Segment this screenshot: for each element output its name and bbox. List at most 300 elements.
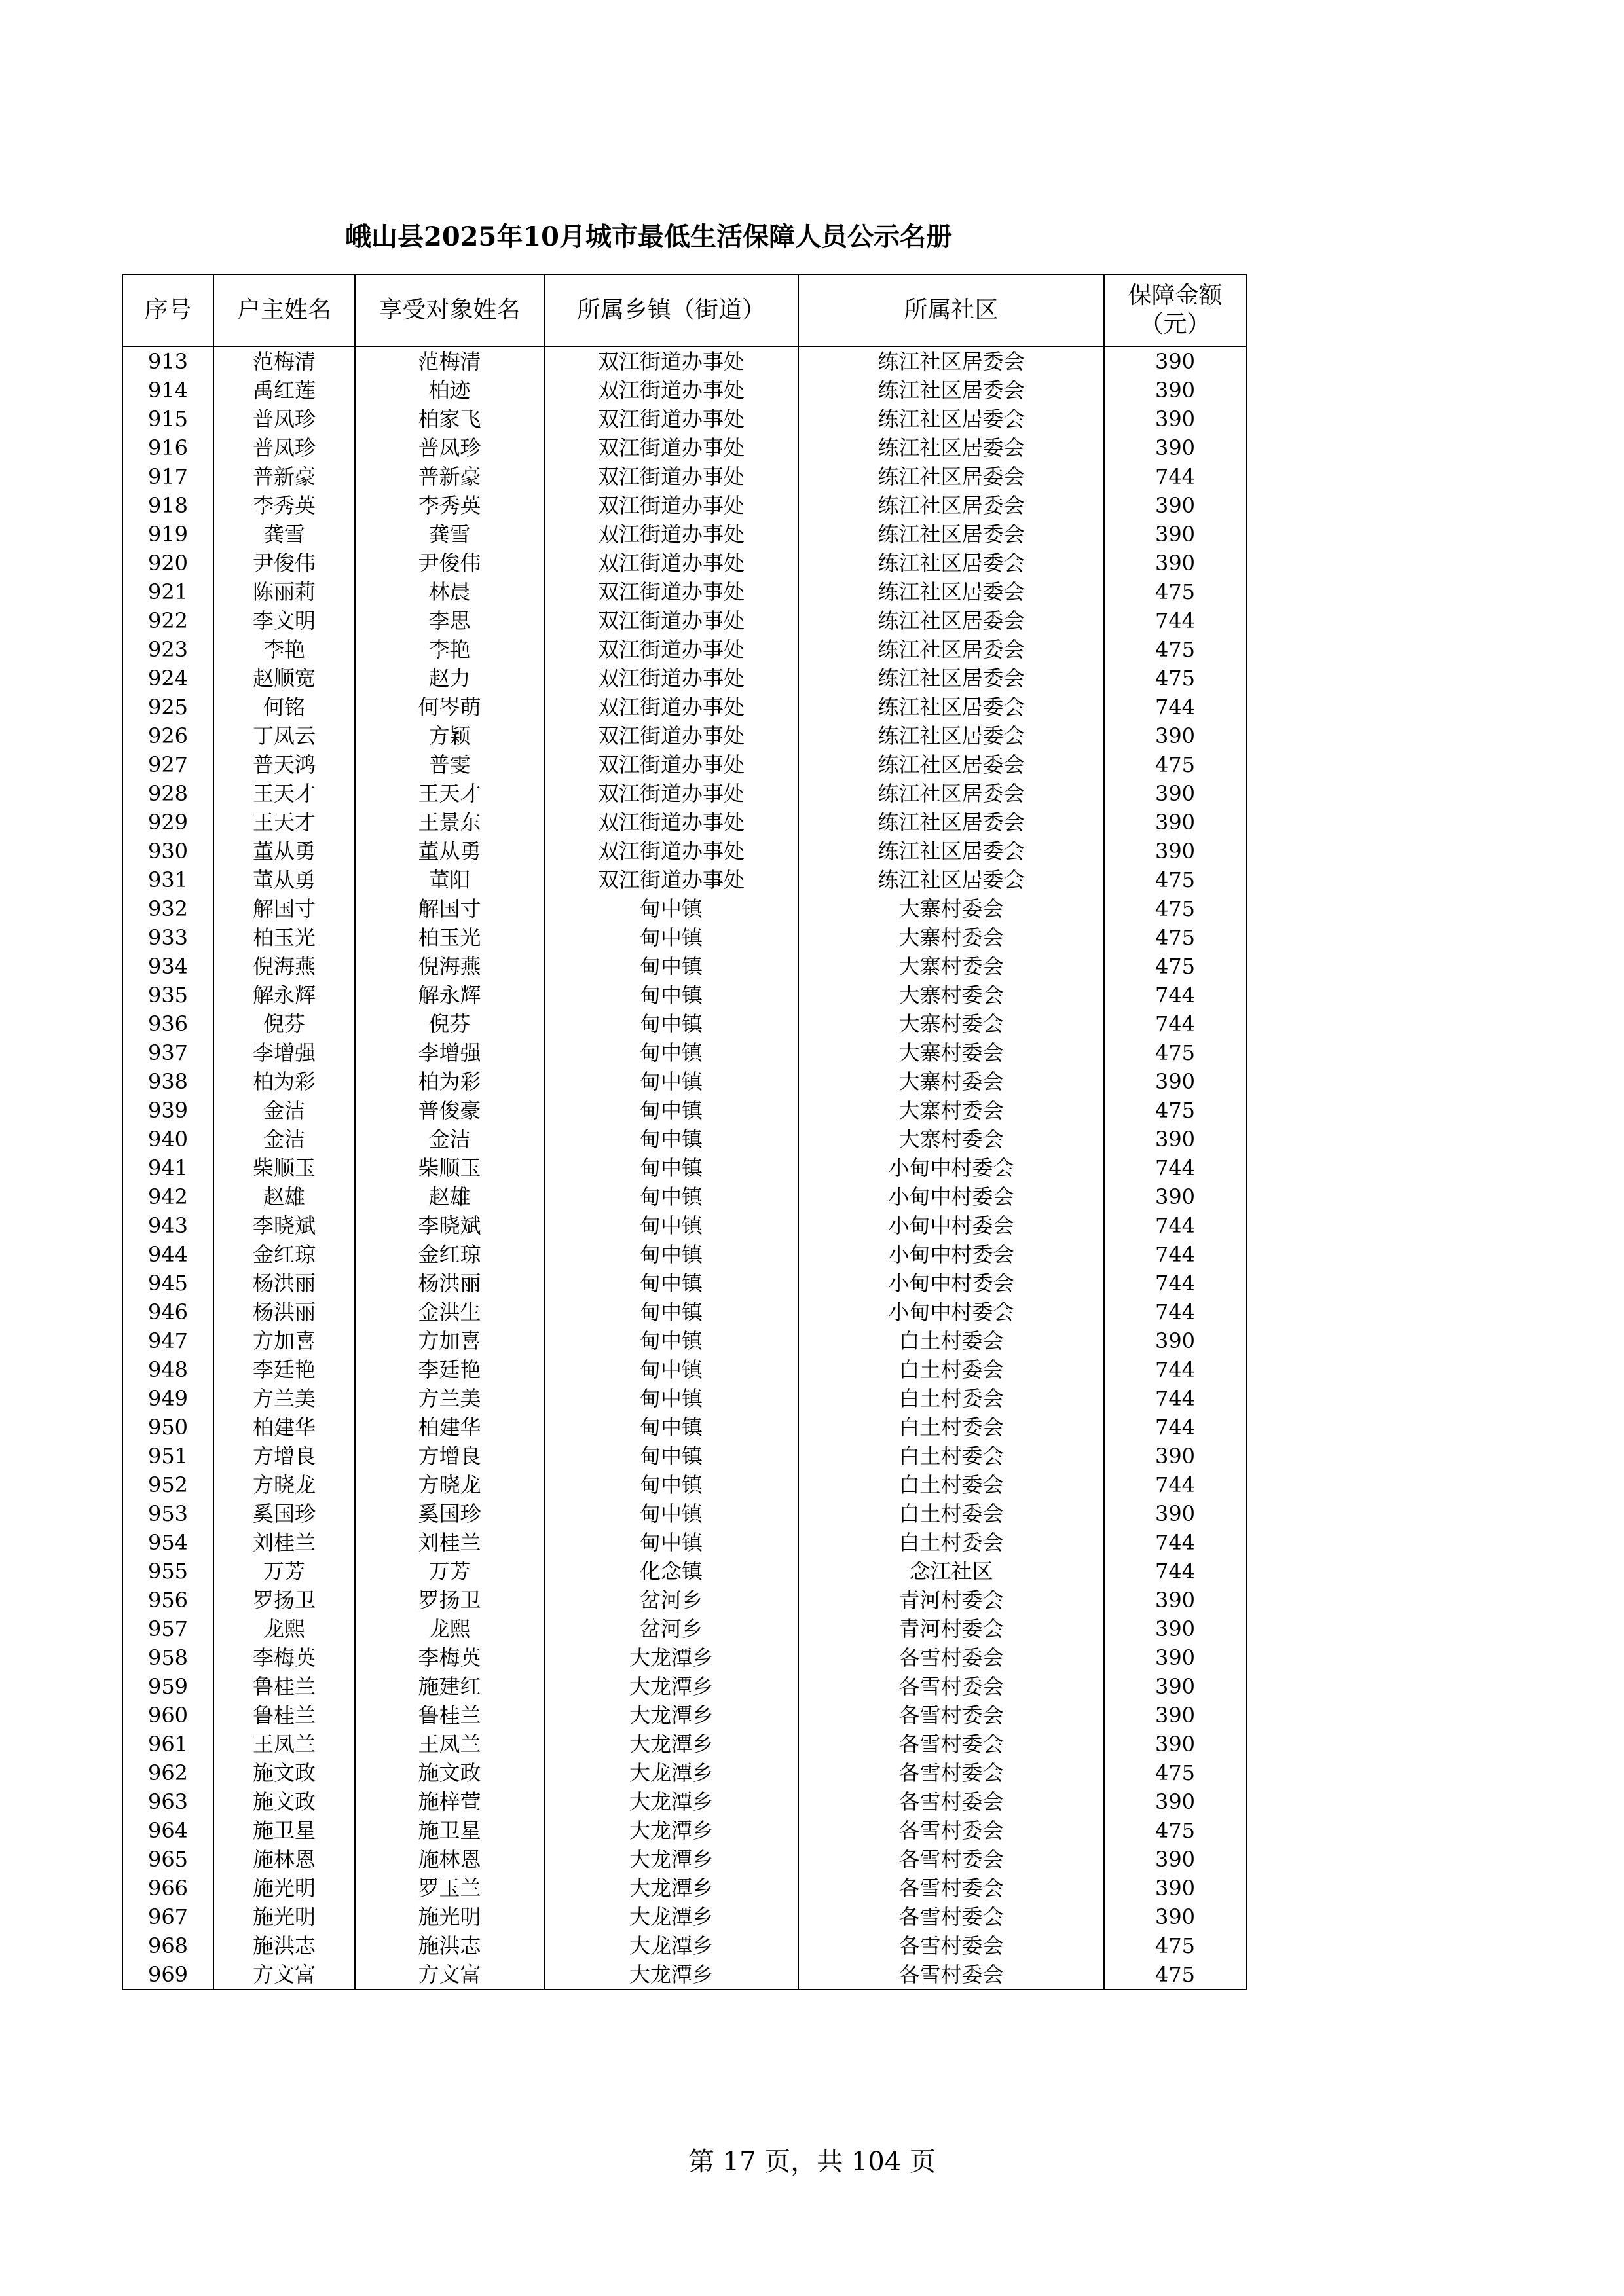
cell-amount: 475 [1104, 1931, 1246, 1960]
cell-beneficiary: 罗玉兰 [355, 1874, 544, 1903]
cell-seq: 959 [122, 1672, 213, 1701]
cell-township: 甸中镇 [544, 1298, 798, 1326]
table-body [122, 346, 1246, 1990]
cell-seq: 927 [122, 750, 213, 779]
cell-amount: 390 [1104, 520, 1246, 549]
cell-community: 各雪村委会 [798, 1701, 1104, 1730]
cell-household-head: 龙熙 [213, 1614, 355, 1643]
cell-township: 大龙潭乡 [544, 1874, 798, 1903]
cell-community: 白土村委会 [798, 1413, 1104, 1442]
table-row [122, 837, 1246, 866]
cell-amount: 475 [1104, 750, 1246, 779]
cell-household-head: 普凤珍 [213, 405, 355, 433]
cell-community: 大寨村委会 [798, 981, 1104, 1010]
cell-beneficiary: 普凤珍 [355, 433, 544, 462]
cell-beneficiary: 柏迹 [355, 376, 544, 405]
table-row [122, 1614, 1246, 1643]
cell-seq: 913 [122, 346, 213, 376]
cell-township: 双江街道办事处 [544, 376, 798, 405]
cell-household-head: 鲁桂兰 [213, 1701, 355, 1730]
cell-household-head: 柏玉光 [213, 923, 355, 952]
table-row [122, 1931, 1246, 1960]
cell-community: 白土村委会 [798, 1470, 1104, 1499]
table-row [122, 1240, 1246, 1269]
cell-community: 练江社区居委会 [798, 376, 1104, 405]
table-row [122, 1355, 1246, 1384]
table-row [122, 1326, 1246, 1355]
table-row [122, 1442, 1246, 1470]
cell-household-head: 施文政 [213, 1787, 355, 1816]
cell-household-head: 施光明 [213, 1874, 355, 1903]
cell-household-head: 王凤兰 [213, 1730, 355, 1758]
cell-community: 练江社区居委会 [798, 606, 1104, 635]
cell-beneficiary: 赵雄 [355, 1182, 544, 1211]
cell-township: 甸中镇 [544, 1326, 798, 1355]
cell-community: 练江社区居委会 [798, 779, 1104, 808]
table-row [122, 1211, 1246, 1240]
cell-township: 岔河乡 [544, 1614, 798, 1643]
header-amount: 保障金额 （元） [1104, 274, 1246, 346]
roster-table [122, 274, 1247, 1990]
cell-seq: 943 [122, 1211, 213, 1240]
cell-household-head: 范梅清 [213, 346, 355, 376]
cell-community: 白土村委会 [798, 1326, 1104, 1355]
cell-township: 甸中镇 [544, 1355, 798, 1384]
cell-community: 练江社区居委会 [798, 491, 1104, 520]
cell-amount: 744 [1104, 1528, 1246, 1557]
cell-beneficiary: 普俊豪 [355, 1096, 544, 1125]
cell-township: 甸中镇 [544, 1499, 798, 1528]
cell-amount: 390 [1104, 1874, 1246, 1903]
cell-township: 甸中镇 [544, 1182, 798, 1211]
header-township: 所属乡镇（街道） [544, 274, 798, 346]
cell-beneficiary: 施卫星 [355, 1816, 544, 1845]
header-beneficiary: 享受对象姓名 [355, 274, 544, 346]
cell-seq: 944 [122, 1240, 213, 1269]
cell-seq: 954 [122, 1528, 213, 1557]
cell-community: 小甸中村委会 [798, 1240, 1104, 1269]
cell-community: 各雪村委会 [798, 1903, 1104, 1931]
cell-household-head: 方增良 [213, 1442, 355, 1470]
cell-community: 练江社区居委会 [798, 808, 1104, 837]
cell-seq: 956 [122, 1586, 213, 1614]
cell-amount: 390 [1104, 1326, 1246, 1355]
cell-amount: 390 [1104, 837, 1246, 866]
table-header [122, 274, 1246, 346]
cell-township: 双江街道办事处 [544, 577, 798, 606]
table-row [122, 1586, 1246, 1614]
cell-community: 各雪村委会 [798, 1730, 1104, 1758]
cell-amount: 475 [1104, 1038, 1246, 1067]
cell-community: 白土村委会 [798, 1355, 1104, 1384]
cell-township: 双江街道办事处 [544, 664, 798, 693]
cell-community: 青河村委会 [798, 1614, 1104, 1643]
cell-community: 练江社区居委会 [798, 866, 1104, 894]
cell-amount: 744 [1104, 1010, 1246, 1038]
cell-beneficiary: 方颖 [355, 721, 544, 750]
cell-beneficiary: 何岑萌 [355, 693, 544, 721]
cell-beneficiary: 金洁 [355, 1125, 544, 1154]
cell-amount: 744 [1104, 1154, 1246, 1182]
cell-community: 青河村委会 [798, 1586, 1104, 1614]
cell-amount: 744 [1104, 1211, 1246, 1240]
header-household-head: 户主姓名 [213, 274, 355, 346]
cell-beneficiary: 施建红 [355, 1672, 544, 1701]
cell-township: 双江街道办事处 [544, 808, 798, 837]
cell-township: 甸中镇 [544, 1067, 798, 1096]
table-row [122, 1499, 1246, 1528]
table-row [122, 894, 1246, 923]
cell-beneficiary: 金洪生 [355, 1298, 544, 1326]
cell-community: 各雪村委会 [798, 1960, 1104, 1990]
cell-community: 白土村委会 [798, 1499, 1104, 1528]
cell-community: 练江社区居委会 [798, 405, 1104, 433]
cell-household-head: 董从勇 [213, 837, 355, 866]
cell-beneficiary: 李艳 [355, 635, 544, 664]
table-row [122, 664, 1246, 693]
cell-seq: 961 [122, 1730, 213, 1758]
cell-township: 甸中镇 [544, 1125, 798, 1154]
cell-amount: 390 [1104, 405, 1246, 433]
cell-township: 大龙潭乡 [544, 1643, 798, 1672]
cell-seq: 953 [122, 1499, 213, 1528]
cell-township: 甸中镇 [544, 894, 798, 923]
cell-household-head: 赵顺宽 [213, 664, 355, 693]
cell-amount: 390 [1104, 1182, 1246, 1211]
cell-household-head: 万芳 [213, 1557, 355, 1586]
cell-community: 各雪村委会 [798, 1672, 1104, 1701]
cell-township: 双江街道办事处 [544, 837, 798, 866]
cell-household-head: 尹俊伟 [213, 549, 355, 577]
cell-township: 化念镇 [544, 1557, 798, 1586]
cell-household-head: 普天鸿 [213, 750, 355, 779]
cell-beneficiary: 方加喜 [355, 1326, 544, 1355]
cell-amount: 390 [1104, 1730, 1246, 1758]
cell-amount: 390 [1104, 1903, 1246, 1931]
cell-amount: 475 [1104, 635, 1246, 664]
cell-seq: 926 [122, 721, 213, 750]
cell-amount: 475 [1104, 664, 1246, 693]
table-row [122, 779, 1246, 808]
cell-amount: 390 [1104, 376, 1246, 405]
cell-community: 各雪村委会 [798, 1787, 1104, 1816]
cell-beneficiary: 龚雪 [355, 520, 544, 549]
cell-beneficiary: 方晓龙 [355, 1470, 544, 1499]
cell-amount: 475 [1104, 577, 1246, 606]
cell-beneficiary: 方兰美 [355, 1384, 544, 1413]
cell-township: 甸中镇 [544, 1470, 798, 1499]
cell-township: 甸中镇 [544, 1010, 798, 1038]
table-row [122, 462, 1246, 491]
cell-household-head: 李艳 [213, 635, 355, 664]
cell-township: 甸中镇 [544, 923, 798, 952]
cell-township: 大龙潭乡 [544, 1903, 798, 1931]
cell-beneficiary: 施光明 [355, 1903, 544, 1931]
cell-amount: 390 [1104, 1067, 1246, 1096]
table-row [122, 923, 1246, 952]
cell-amount: 475 [1104, 923, 1246, 952]
table-row [122, 721, 1246, 750]
cell-seq: 958 [122, 1643, 213, 1672]
cell-household-head: 李梅英 [213, 1643, 355, 1672]
cell-amount: 390 [1104, 491, 1246, 520]
cell-community: 练江社区居委会 [798, 635, 1104, 664]
cell-beneficiary: 罗扬卫 [355, 1586, 544, 1614]
cell-township: 双江街道办事处 [544, 405, 798, 433]
cell-beneficiary: 赵力 [355, 664, 544, 693]
cell-household-head: 倪海燕 [213, 952, 355, 981]
cell-community: 大寨村委会 [798, 1038, 1104, 1067]
cell-community: 大寨村委会 [798, 1096, 1104, 1125]
cell-township: 甸中镇 [544, 1038, 798, 1067]
table-row [122, 346, 1246, 376]
cell-community: 大寨村委会 [798, 952, 1104, 981]
table-row [122, 606, 1246, 635]
cell-community: 大寨村委会 [798, 1010, 1104, 1038]
cell-community: 练江社区居委会 [798, 721, 1104, 750]
cell-seq: 915 [122, 405, 213, 433]
cell-household-head: 施洪志 [213, 1931, 355, 1960]
cell-household-head: 陈丽莉 [213, 577, 355, 606]
cell-household-head: 柏建华 [213, 1413, 355, 1442]
cell-household-head: 李廷艳 [213, 1355, 355, 1384]
cell-community: 练江社区居委会 [798, 433, 1104, 462]
cell-amount: 744 [1104, 981, 1246, 1010]
cell-township: 甸中镇 [544, 1413, 798, 1442]
table-row [122, 1384, 1246, 1413]
table-row [122, 1643, 1246, 1672]
cell-township: 岔河乡 [544, 1586, 798, 1614]
cell-township: 大龙潭乡 [544, 1845, 798, 1874]
cell-amount: 744 [1104, 1240, 1246, 1269]
cell-seq: 960 [122, 1701, 213, 1730]
table-row [122, 981, 1246, 1010]
cell-beneficiary: 施洪志 [355, 1931, 544, 1960]
cell-seq: 925 [122, 693, 213, 721]
table-row [122, 952, 1246, 981]
cell-household-head: 金洁 [213, 1096, 355, 1125]
cell-amount: 475 [1104, 1960, 1246, 1990]
cell-township: 双江街道办事处 [544, 462, 798, 491]
cell-household-head: 赵雄 [213, 1182, 355, 1211]
cell-seq: 946 [122, 1298, 213, 1326]
table-row [122, 1067, 1246, 1096]
cell-household-head: 施林恩 [213, 1845, 355, 1874]
cell-beneficiary: 施梓萱 [355, 1787, 544, 1816]
cell-beneficiary: 倪芬 [355, 1010, 544, 1038]
cell-amount: 475 [1104, 1816, 1246, 1845]
table-row [122, 1182, 1246, 1211]
cell-township: 大龙潭乡 [544, 1730, 798, 1758]
cell-beneficiary: 李梅英 [355, 1643, 544, 1672]
cell-seq: 922 [122, 606, 213, 635]
cell-household-head: 杨洪丽 [213, 1269, 355, 1298]
cell-beneficiary: 刘桂兰 [355, 1528, 544, 1557]
table-row [122, 376, 1246, 405]
cell-seq: 931 [122, 866, 213, 894]
cell-beneficiary: 柏为彩 [355, 1067, 544, 1096]
cell-seq: 968 [122, 1931, 213, 1960]
cell-beneficiary: 普新豪 [355, 462, 544, 491]
cell-amount: 390 [1104, 779, 1246, 808]
cell-amount: 475 [1104, 1096, 1246, 1125]
cell-amount: 744 [1104, 1470, 1246, 1499]
cell-seq: 965 [122, 1845, 213, 1874]
cell-township: 甸中镇 [544, 1384, 798, 1413]
cell-community: 白土村委会 [798, 1384, 1104, 1413]
cell-seq: 941 [122, 1154, 213, 1182]
cell-amount: 475 [1104, 866, 1246, 894]
cell-beneficiary: 董从勇 [355, 837, 544, 866]
cell-township: 甸中镇 [544, 981, 798, 1010]
cell-amount: 475 [1104, 952, 1246, 981]
cell-beneficiary: 方文富 [355, 1960, 544, 1990]
cell-amount: 744 [1104, 1384, 1246, 1413]
cell-household-head: 龚雪 [213, 520, 355, 549]
cell-seq: 967 [122, 1903, 213, 1931]
cell-beneficiary: 解国寸 [355, 894, 544, 923]
cell-community: 大寨村委会 [798, 894, 1104, 923]
table-row [122, 1125, 1246, 1154]
cell-seq: 966 [122, 1874, 213, 1903]
cell-seq: 952 [122, 1470, 213, 1499]
cell-beneficiary: 龙熙 [355, 1614, 544, 1643]
cell-amount: 744 [1104, 693, 1246, 721]
table-row [122, 1960, 1246, 1990]
cell-township: 双江街道办事处 [544, 549, 798, 577]
cell-seq: 949 [122, 1384, 213, 1413]
table-row [122, 1096, 1246, 1125]
table-row [122, 1730, 1246, 1758]
cell-township: 大龙潭乡 [544, 1701, 798, 1730]
cell-seq: 957 [122, 1614, 213, 1643]
cell-seq: 914 [122, 376, 213, 405]
cell-community: 小甸中村委会 [798, 1182, 1104, 1211]
cell-beneficiary: 倪海燕 [355, 952, 544, 981]
cell-seq: 937 [122, 1038, 213, 1067]
cell-household-head: 金洁 [213, 1125, 355, 1154]
cell-amount: 744 [1104, 1355, 1246, 1384]
cell-household-head: 董从勇 [213, 866, 355, 894]
table-row [122, 866, 1246, 894]
cell-household-head: 李增强 [213, 1038, 355, 1067]
cell-community: 白土村委会 [798, 1528, 1104, 1557]
cell-beneficiary: 柏玉光 [355, 923, 544, 952]
cell-township: 双江街道办事处 [544, 520, 798, 549]
table-row [122, 1010, 1246, 1038]
cell-township: 甸中镇 [544, 1211, 798, 1240]
cell-community: 练江社区居委会 [798, 520, 1104, 549]
cell-community: 各雪村委会 [798, 1874, 1104, 1903]
cell-township: 甸中镇 [544, 1096, 798, 1125]
cell-beneficiary: 柴顺玉 [355, 1154, 544, 1182]
cell-community: 小甸中村委会 [798, 1154, 1104, 1182]
cell-township: 双江街道办事处 [544, 750, 798, 779]
cell-township: 大龙潭乡 [544, 1816, 798, 1845]
table-row [122, 1038, 1246, 1067]
cell-household-head: 刘桂兰 [213, 1528, 355, 1557]
cell-community: 练江社区居委会 [798, 346, 1104, 376]
cell-township: 双江街道办事处 [544, 346, 798, 376]
cell-household-head: 倪芬 [213, 1010, 355, 1038]
table-row [122, 1816, 1246, 1845]
cell-community: 练江社区居委会 [798, 462, 1104, 491]
cell-beneficiary: 鲁桂兰 [355, 1701, 544, 1730]
table-row [122, 549, 1246, 577]
cell-community: 练江社区居委会 [798, 577, 1104, 606]
cell-household-head: 金红琼 [213, 1240, 355, 1269]
cell-community: 练江社区居委会 [798, 549, 1104, 577]
cell-beneficiary: 施林恩 [355, 1845, 544, 1874]
cell-amount: 390 [1104, 1125, 1246, 1154]
cell-household-head: 李秀英 [213, 491, 355, 520]
cell-beneficiary: 尹俊伟 [355, 549, 544, 577]
cell-amount: 744 [1104, 1413, 1246, 1442]
cell-community: 白土村委会 [798, 1442, 1104, 1470]
table-row [122, 1701, 1246, 1730]
table-row [122, 1470, 1246, 1499]
cell-beneficiary: 杨洪丽 [355, 1269, 544, 1298]
cell-community: 各雪村委会 [798, 1816, 1104, 1845]
cell-community: 练江社区居委会 [798, 837, 1104, 866]
cell-household-head: 鲁桂兰 [213, 1672, 355, 1701]
cell-seq: 920 [122, 549, 213, 577]
cell-seq: 921 [122, 577, 213, 606]
cell-community: 各雪村委会 [798, 1845, 1104, 1874]
cell-seq: 938 [122, 1067, 213, 1096]
cell-household-head: 普凤珍 [213, 433, 355, 462]
cell-beneficiary: 金红琼 [355, 1240, 544, 1269]
cell-beneficiary: 施文政 [355, 1758, 544, 1787]
cell-amount: 390 [1104, 1643, 1246, 1672]
cell-community: 各雪村委会 [798, 1931, 1104, 1960]
cell-beneficiary: 王凤兰 [355, 1730, 544, 1758]
cell-township: 大龙潭乡 [544, 1672, 798, 1701]
cell-community: 各雪村委会 [798, 1643, 1104, 1672]
cell-household-head: 施光明 [213, 1903, 355, 1931]
cell-seq: 929 [122, 808, 213, 837]
table-row [122, 808, 1246, 837]
table-row [122, 1845, 1246, 1874]
cell-beneficiary: 王天才 [355, 779, 544, 808]
cell-community: 小甸中村委会 [798, 1211, 1104, 1240]
cell-household-head: 奚国珍 [213, 1499, 355, 1528]
cell-community: 练江社区居委会 [798, 750, 1104, 779]
cell-amount: 390 [1104, 549, 1246, 577]
cell-household-head: 解永辉 [213, 981, 355, 1010]
cell-community: 大寨村委会 [798, 1067, 1104, 1096]
cell-township: 甸中镇 [544, 1154, 798, 1182]
cell-seq: 918 [122, 491, 213, 520]
cell-seq: 940 [122, 1125, 213, 1154]
table-row [122, 1557, 1246, 1586]
cell-township: 大龙潭乡 [544, 1931, 798, 1960]
cell-beneficiary: 王景东 [355, 808, 544, 837]
page-footer: 第 17 页，共 104 页 [688, 2147, 936, 2177]
cell-seq: 932 [122, 894, 213, 923]
cell-township: 双江街道办事处 [544, 721, 798, 750]
table-row [122, 750, 1246, 779]
cell-seq: 939 [122, 1096, 213, 1125]
table-row [122, 1758, 1246, 1787]
cell-amount: 390 [1104, 1845, 1246, 1874]
cell-beneficiary: 万芳 [355, 1557, 544, 1586]
cell-beneficiary: 奚国珍 [355, 1499, 544, 1528]
cell-community: 大寨村委会 [798, 923, 1104, 952]
cell-household-head: 方加喜 [213, 1326, 355, 1355]
cell-amount: 390 [1104, 808, 1246, 837]
cell-household-head: 李晓斌 [213, 1211, 355, 1240]
